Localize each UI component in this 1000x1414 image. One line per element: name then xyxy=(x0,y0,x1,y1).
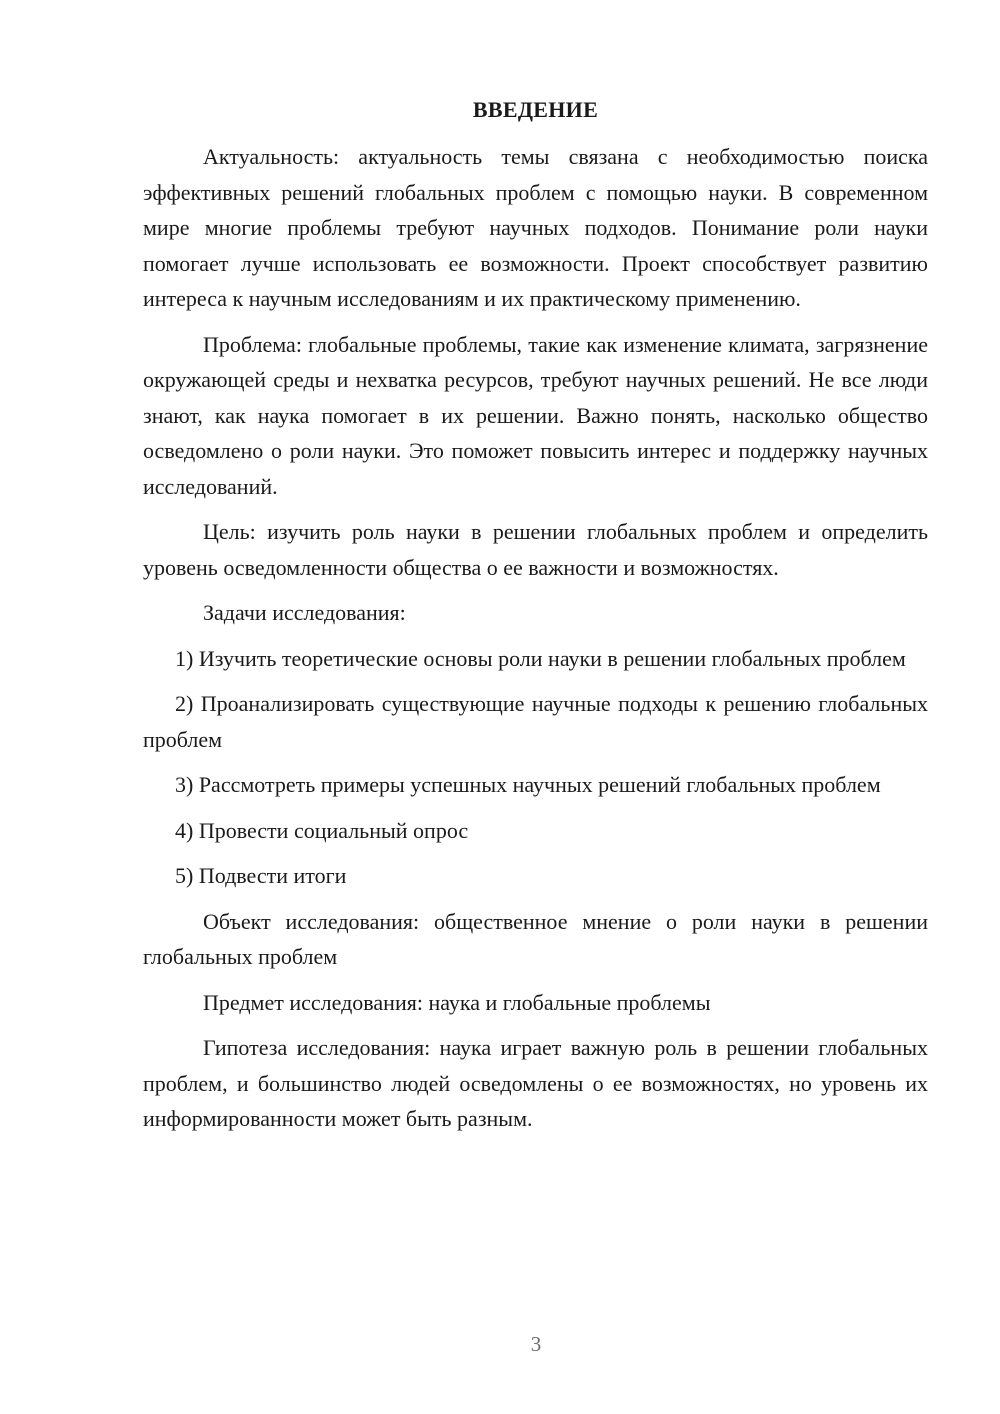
paragraph-problem: Проблема: глобальные проблемы, такие как изменение климата, загрязнение окружающей среды и нехватка ресурсов, требуют научных решений. Не все люди знают, как наука помогает в их решении. Важно понять, насколько общество осведомлено о роли науки. Это поможет повысить интерес и поддержку научных исследований. xyxy=(143,331,928,499)
paragraph-tasks-heading: Задачи исследования: xyxy=(203,600,406,625)
list-item-task-4: 4) Провести социальный опрос xyxy=(175,817,469,843)
list-item-task-1: 1) Изучить теоретические основы роли науки в решении глобальных проблем xyxy=(175,645,906,671)
list-item-task-5: 5) Подвести итоги xyxy=(175,863,347,888)
paragraph-relevance: Актуальность: актуальность темы связана с необходимостью поиска эффективных решений глобальных проблем с помощью науки. В современном мире многие проблемы требуют научных подходов. Понимание роли науки помогает лучше использовать ее возможности. Проект способствует развитию интереса к научным исследованиям и их практическому применению. xyxy=(143,144,928,311)
document-page xyxy=(143,95,928,1147)
paragraph-hypothesis: Гипотеза исследования: наука играет важную роль в решении глобальных проблем, и большинство людей осведомлены о ее возможностях, но уровень их информированности может быть разным. xyxy=(143,1035,928,1131)
list-item-task-2: 2) Проанализировать существующие научные подходы к решению глобальных проблем xyxy=(143,691,928,752)
page-number: 3 xyxy=(530,1332,542,1356)
paragraph-subject: Предмет исследования: наука и глобальные проблемы xyxy=(203,989,711,1015)
paragraph-object: Объект исследования: общественное мнение о роли науки в решении глобальных проблем xyxy=(143,908,928,969)
page-title: ВВЕДЕНИЕ xyxy=(472,97,599,122)
paragraph-goal: Цель: изучить роль науки в решении глобальных проблем и определить уровень осведомленности общества о ее важности и возможностях. xyxy=(143,519,928,580)
list-item-task-3: 3) Рассмотреть примеры успешных научных решений глобальных проблем xyxy=(175,772,881,797)
